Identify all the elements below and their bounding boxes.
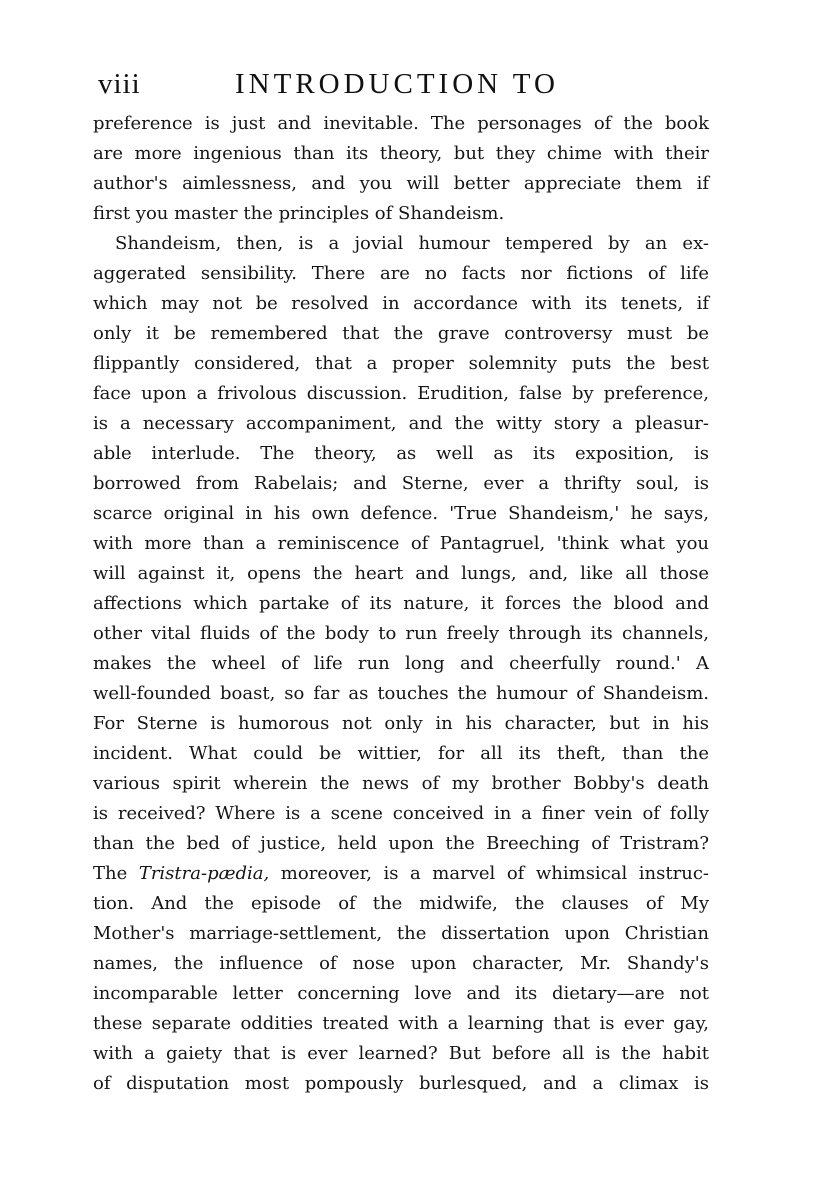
text-line: only it be remembered that the grave controversy must be <box>93 323 709 344</box>
paragraph-start-line: Shandeism, then, is a jovial humour tempered by an ex- <box>115 233 709 254</box>
text-line: with more than a reminiscence of Pantagruel, 'think what you <box>93 533 709 554</box>
text-line: well-founded boast, so far as touches the humour of Shandeism. <box>93 683 709 704</box>
text-line: preference is just and inevitable. The personages of the book <box>93 113 709 134</box>
text-line: other vital fluids of the body to run freely through its channels, <box>93 623 709 644</box>
italic-title: Tristra-pædia, <box>138 863 270 884</box>
line-remainder: moreover, is a marvel of whimsical instruc- <box>280 863 709 884</box>
text-line: these separate oddities treated with a learning that is ever gay, <box>93 1013 709 1034</box>
text-line: face upon a frivolous discussion. Erudition, false by preference, <box>93 383 709 404</box>
text-line: of disputation most pompously burlesqued, and a climax is <box>93 1073 709 1094</box>
running-title: INTRODUCTION TO <box>235 68 559 100</box>
text-line: various spirit wherein the news of my brother Bobby's death <box>93 773 709 794</box>
text-line: borrowed from Rabelais; and Sterne, ever a thrifty soul, is <box>93 473 709 494</box>
text-line: scarce original in his own defence. 'True Shandeism,' he says, <box>93 503 709 524</box>
text-line: tion. And the episode of the midwife, the clauses of My <box>93 893 709 914</box>
text-line: makes the wheel of life run long and cheerfully round.' A <box>93 653 709 674</box>
text-line: is a necessary accompaniment, and the witty story a pleasur- <box>93 413 709 434</box>
text-line-with-italic <box>93 859 709 889</box>
text-line: author's aimlessness, and you will better appreciate them if <box>93 173 709 194</box>
text-line: Mother's marriage-settlement, the dissertation upon Christian <box>93 923 709 944</box>
text-line: than the bed of justice, held upon the Breeching of Tristram? <box>93 833 709 854</box>
line-prefix: The <box>93 863 128 884</box>
body-text <box>93 109 709 1099</box>
text-line: are more ingenious than its theory, but they chime with their <box>93 143 709 164</box>
text-line: For Sterne is humorous not only in his character, but in his <box>93 713 709 734</box>
text-line: which may not be resolved in accordance with its tenets, if <box>93 293 709 314</box>
text-line: is received? Where is a scene conceived in a finer vein of folly <box>93 803 709 824</box>
text-line: incomparable letter concerning love and its dietary—are not <box>93 983 709 1004</box>
text-line: able interlude. The theory, as well as its exposition, is <box>93 443 709 464</box>
text-line: flippantly considered, that a proper solemnity puts the best <box>93 353 709 374</box>
text-line: incident. What could be wittier, for all its theft, than the <box>93 743 709 764</box>
text-line: first you master the principles of Shandeism. <box>93 203 505 224</box>
text-line: with a gaiety that is ever learned? But before all is the habit <box>93 1043 709 1064</box>
text-line: will against it, opens the heart and lungs, and, like all those <box>93 563 709 584</box>
text-line: aggerated sensibility. There are no facts nor fictions of life <box>93 263 709 284</box>
page-number: viii <box>98 68 141 100</box>
text-line: names, the influence of nose upon character, Mr. Shandy's <box>93 953 709 974</box>
page-header <box>98 64 710 112</box>
text-line: affections which partake of its nature, it forces the blood and <box>93 593 709 614</box>
